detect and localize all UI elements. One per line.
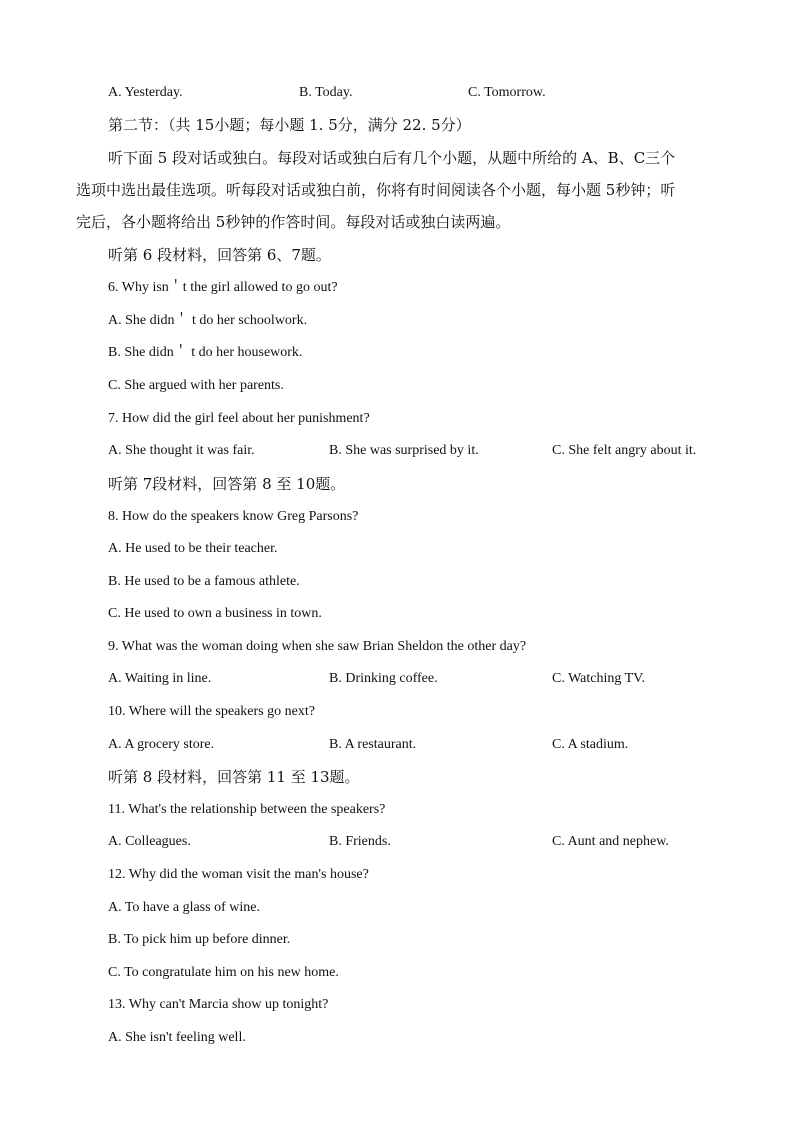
q12-stem: 12. Why did the woman visit the man's house? <box>108 867 369 882</box>
material8-heading: 听第 8 段材料，回答第 11 至 13题。 <box>108 768 360 786</box>
section2-instruction-line-1: 听下面 5 段对话或独白。每段对话或独白后有几个小题，从题中所给的 A、B、C三个 <box>108 149 676 167</box>
q6-stem: 6. Why isn＇t the girl allowed to go out? <box>108 280 338 295</box>
q10-option-a: A. A grocery store. <box>108 737 215 752</box>
q11-option-a: A. Colleagues. <box>108 834 191 849</box>
q8-option-c: C. He used to own a business in town. <box>108 606 322 621</box>
q5-option-a: A. Yesterday. <box>108 85 183 100</box>
q13-stem: 13. Why can't Marcia show up tonight? <box>108 997 329 1012</box>
q11-option-b: B. Friends. <box>329 834 391 849</box>
section2-heading: 第二节：（共 15小题；每小题 1. 5分，满分 22. 5分） <box>108 116 471 134</box>
material7-heading: 听第 7段材料，回答第 8 至 10题。 <box>108 475 346 493</box>
material6-heading: 听第 6 段材料，回答第 6、7题。 <box>108 246 331 264</box>
q8-option-a: A. He used to be their teacher. <box>108 541 278 556</box>
q8-option-b: B. He used to be a famous athlete. <box>108 574 300 589</box>
q12-option-b: B. To pick him up before dinner. <box>108 932 291 947</box>
q9-option-b: B. Drinking coffee. <box>329 671 438 686</box>
q7-option-b: B. She was surprised by it. <box>329 443 479 458</box>
q6-option-c: C. She argued with her parents. <box>108 378 284 393</box>
q10-option-b: B. A restaurant. <box>329 737 417 752</box>
q7-option-a: A. She thought it was fair. <box>108 443 255 458</box>
q12-option-c: C. To congratulate him on his new home. <box>108 965 339 980</box>
q10-option-c: C. A stadium. <box>552 737 629 752</box>
q6-option-a: A. She didn＇ t do her schoolwork. <box>108 313 308 328</box>
q12-option-a: A. To have a glass of wine. <box>108 900 260 915</box>
q8-stem: 8. How do the speakers know Greg Parsons? <box>108 509 359 524</box>
q9-stem: 9. What was the woman doing when she saw Brian Sheldon the other day? <box>108 639 527 654</box>
q7-stem: 7. How did the girl feel about her punishment? <box>108 411 370 426</box>
q9-option-a: A. Waiting in line. <box>108 671 212 686</box>
q6-option-b: B. She didn＇ t do her housework. <box>108 345 303 360</box>
q5-option-c: C. Tomorrow. <box>468 85 546 100</box>
q13-option-a: A. She isn't feeling well. <box>108 1030 246 1045</box>
section2-instruction-line-2: 选项中选出最佳选项。听每段对话或独白前，你将有时间阅读各个小题，每小题 5秒钟；听 <box>76 181 676 199</box>
q9-option-c: C. Watching TV. <box>552 671 645 686</box>
q11-option-c: C. Aunt and nephew. <box>552 834 669 849</box>
q5-option-b: B. Today. <box>299 85 353 100</box>
q10-stem: 10. Where will the speakers go next? <box>108 704 315 719</box>
q11-stem: 11. What's the relationship between the speakers? <box>108 802 386 817</box>
section2-instruction-line-3: 完后，各小题将给出 5秒钟的作答时间。每段对话或独白读两遍。 <box>76 213 511 231</box>
q7-option-c: C. She felt angry about it. <box>552 443 697 458</box>
